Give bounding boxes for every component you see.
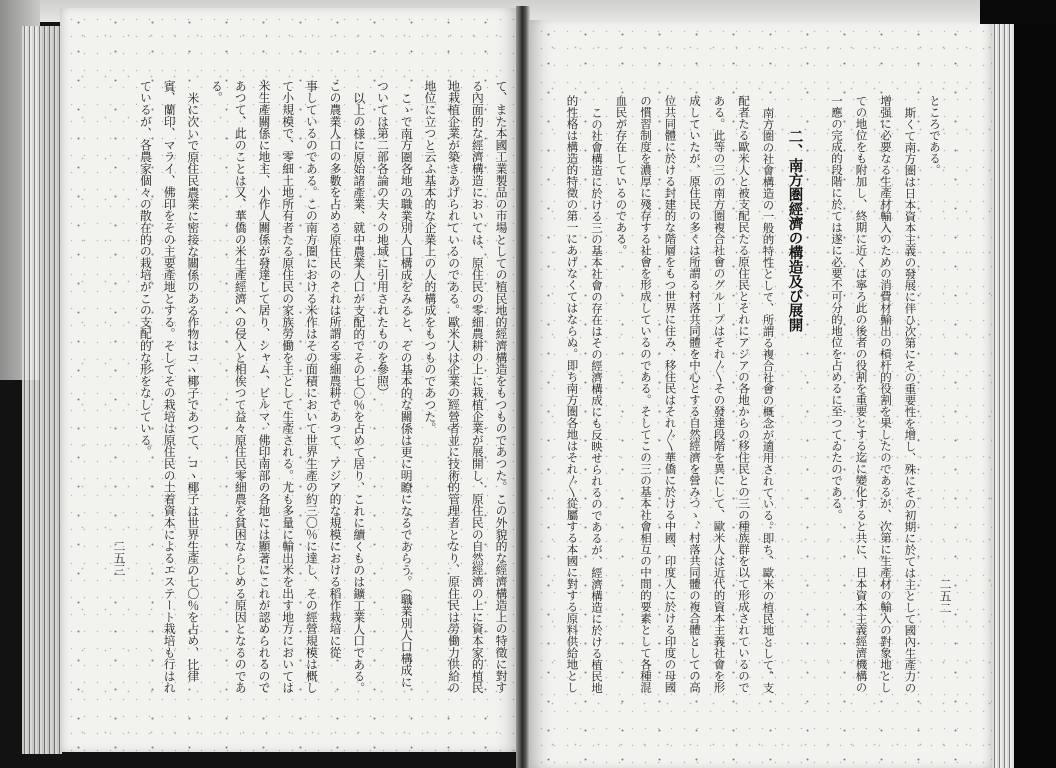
- text-column: ての地位をも附加し、終期に近くは寧ろ此の後者の役割を重要とする迄に變化すると共に、日本資本主義經濟機構の: [854, 95, 869, 693]
- right-page-text: [555, 95, 947, 695]
- text-column: 賓、蘭印、マライ、佛印をその主要產地とする。そしてその栽培は原住民の土着資本によるエステート栽培も行はれ: [162, 80, 177, 694]
- text-column: この農業人口の多數を占める原住民のそれは所謂る零細農耕であつて、アジア的な規模における稻作栽培に從: [328, 80, 343, 659]
- text-column: て、また本國工業製品の市場としての植民地的經濟構造をもつものであつた。この外貌的な經濟構造上の特徵に對す: [494, 80, 508, 694]
- section-heading: 二、南方圏經濟の構造及び展開: [786, 129, 804, 332]
- text-column: 的性格は構造的特徵の第一にあげなくてはならぬ。即ち南方圏各地はそれ〴〵從屬する本國に對する原料供給地とし: [565, 95, 580, 693]
- text-column: 一應の完成的段階に於ては遂に必要不可分的地位を占めるに至つてゐたのである。: [830, 95, 844, 521]
- right-page-number: 二五二: [938, 578, 952, 614]
- text-column: 地栽植企業が築きあげられているのである。歐米人は企業の經營者並に技術的管理者となり、原住民は勞働力供給の: [446, 80, 461, 694]
- scanner-background-corner: [980, 0, 1056, 24]
- text-column: こゝで南方圏各地の職業別人口構成をみると、その基本的な關係は更に明瞭になるであらう。（職業別人口構成に: [399, 91, 414, 688]
- text-column: る。: [209, 80, 224, 104]
- text-column: 增强に必要なる生產材輸入のための消費材輸出の槓杆的役割を果したのであるが、次第に生產材の輸入の對象地とし: [879, 95, 893, 693]
- right-page-edges: [992, 24, 1014, 768]
- text-column: 米生產關係に地主、小作人關係が發達して居り、シャム、ビルマ、佛印南部の各地には顯著にこれが認められるので: [256, 80, 271, 694]
- left-page-edges: [22, 26, 62, 754]
- book-gutter: [516, 6, 530, 768]
- text-column: 位共同體に於ける封建的な階層をもつ世界に住み、移住民はそれ〴〵華僑に於ける中國、印度人に於ける印度の母國: [663, 95, 678, 693]
- text-column: 血民が存在しているのである。: [614, 95, 629, 256]
- text-column: 配者たる歐米人と被支配民たる原住民とそれにアジアの各地からの移住民との三の種族群を以て形成されているので: [737, 95, 751, 693]
- text-column: あつて、此のことは又、華僑の米生產經濟への侵入と相俟つて益々原住民零細農を貧困ならしめる原因となるのであ: [233, 80, 248, 694]
- text-column: 事しているのである。この南方圏における米作はその面積において世界生產の約三〇％に達し、その經營規模は概し: [304, 80, 319, 694]
- text-column: の慣習制度を濃厚に殘存する社會を形成しているのである。そしてこの三の基本社會相互の中間的要素として各種混: [639, 95, 653, 693]
- text-column: 斯くて南方圏は日本資本主義の發展に伴ひ次第にその重要性を增し、殊にその初期に於ては主として國內生產力の: [903, 106, 918, 693]
- scanner-background-right: [1014, 0, 1056, 768]
- text-column: 南方圏の社會構造の一般的特性として、所謂る複合社會の概念が適用されている。即ち、歐米の植民地として、支: [761, 106, 776, 693]
- text-column: ついては第二部各論の夫々の地域に引用されたものを參照）: [375, 80, 390, 399]
- text-column: ある。此等の三の南方圏複合社會のグループはそれ〴〵その發達段階を異にして、歐米人は近代的資本主義社會を形: [712, 95, 727, 693]
- text-column: 米に次いで原住民農業に密接な關係のある作物はコヽ椰子であつて、コヽ椰子は世界生產の七〇％を占め、比律: [185, 91, 200, 682]
- left-page-text: [132, 80, 512, 698]
- text-column: 地位に立つと云ふ基本的な企業上の人的構成をもつものであつた。: [422, 80, 437, 434]
- text-column: ところである。: [928, 95, 942, 176]
- column-gap: [809, 95, 825, 695]
- text-column: この社會構造に於ける三の基本社會の存在はその經濟構成にも反映せられるのであるが、經濟構造に於ける植民地: [590, 106, 604, 693]
- left-page-number: 二五三: [112, 540, 126, 576]
- text-column: て小規模で、零細土地所有者たる原住民の家族勞働を主として生產される。尤も多量に輸出米を出す地方においては: [280, 80, 295, 694]
- text-column: ているが、各農家個々の散在的の栽培がこの支配的な形をなしている。: [138, 80, 153, 458]
- text-column: 成していたが、原住民の多くは所謂る村落共同體を中心とする自然經濟を營みつゝ、村落共同體の複合體としての高: [688, 95, 702, 693]
- text-column: 以上の様に原始諸產業、就中農業人口が支配的でその七〇％を占めて居り、これに續くものは鑛工業人口である。: [351, 91, 366, 694]
- text-column: る內面的な經濟構造においては、原住民の零細農耕の上に栽植企業が展開し、原住民の自然經濟の上に資本家的植民: [470, 80, 485, 694]
